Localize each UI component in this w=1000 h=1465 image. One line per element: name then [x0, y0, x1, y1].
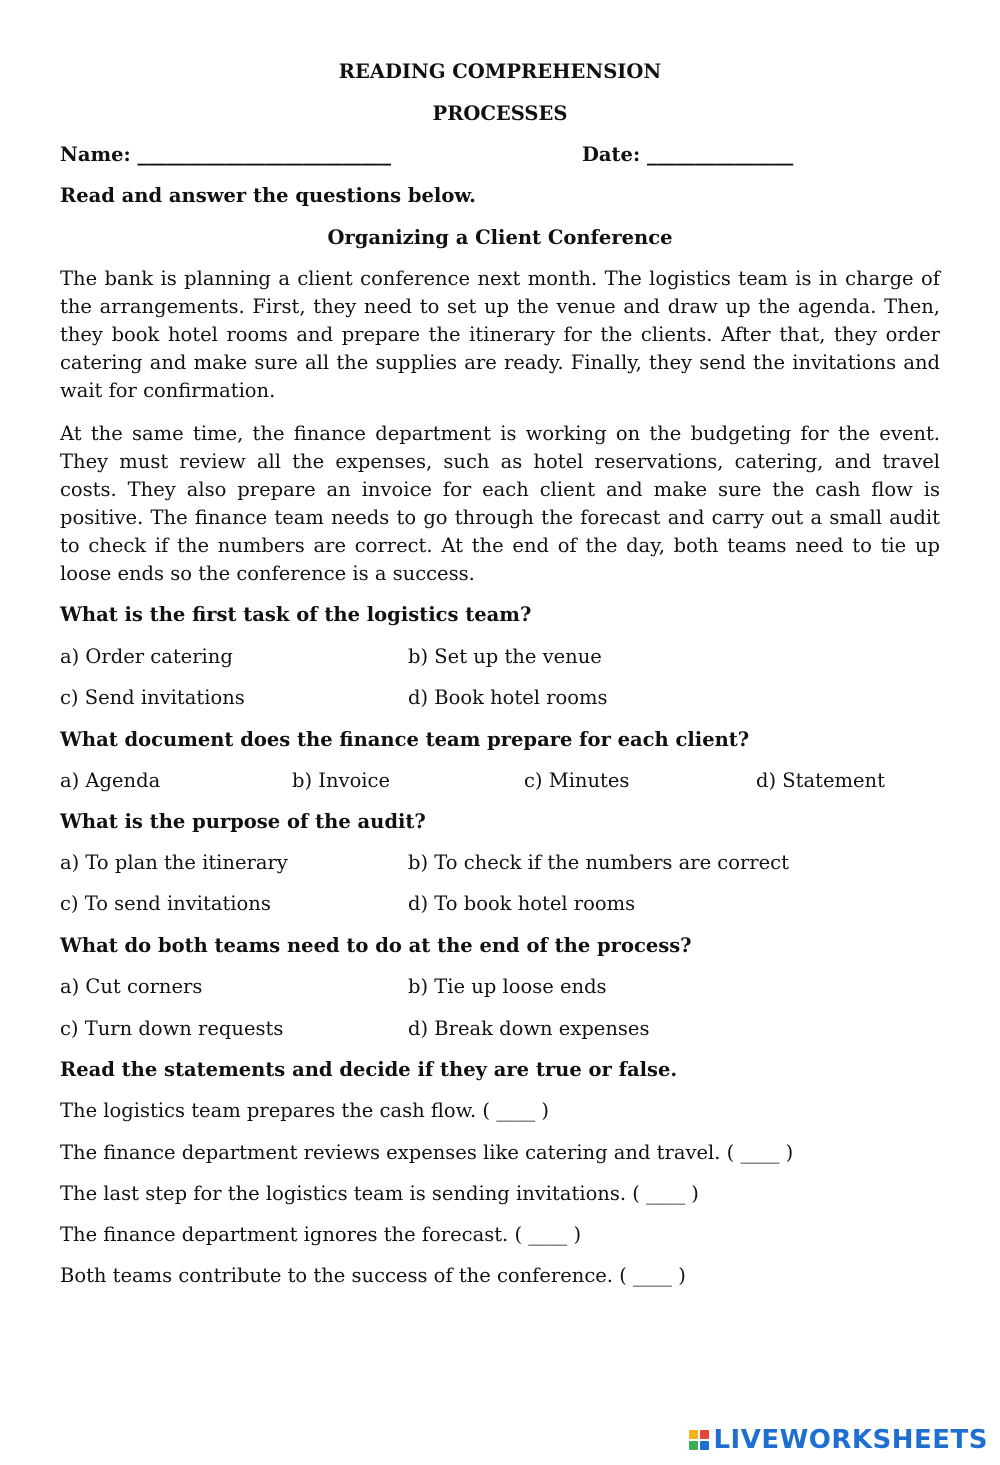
- reading-paragraph-2: At the same time, the finance department is working on the budgeting for the event. They must review all the expenses, such as hotel reservations, catering, and travel costs. They also prepare an invoice for each client and make sure the cash flow is positive. The finance team needs to go through the forecast and carry out a small audit to check if the numbers are correct. At the end of the day, both teams need to tie up loose ends so the conference is a success.: [60, 422, 940, 585]
- question-4-option-d[interactable]: d) Break down expenses: [408, 1017, 650, 1040]
- liveworksheets-logo: [689, 1426, 988, 1454]
- question-1-option-c[interactable]: c) Send invitations: [60, 686, 245, 709]
- question-4-option-c[interactable]: c) Turn down requests: [60, 1017, 284, 1040]
- question-4: What do both teams need to do at the end of the process?: [60, 934, 692, 957]
- question-1-option-b[interactable]: b) Set up the venue: [408, 645, 602, 668]
- true-false-statement-2[interactable]: The finance department reviews expenses like catering and travel. ( ____ ): [60, 1141, 794, 1164]
- true-false-statement-3[interactable]: The last step for the logistics team is sending invitations. ( ____ ): [60, 1182, 699, 1205]
- date-field[interactable]: _______________: [646, 143, 794, 166]
- question-2: What document does the finance team prepare for each client?: [60, 728, 750, 751]
- logo-square-red: [700, 1430, 709, 1439]
- question-1-option-a[interactable]: a) Order catering: [60, 645, 233, 668]
- true-false-statement-4[interactable]: The finance department ignores the forecast. ( ____ ): [60, 1223, 582, 1246]
- instructions: Read and answer the questions below.: [60, 184, 476, 207]
- question-1-option-d[interactable]: d) Book hotel rooms: [408, 686, 608, 709]
- true-false-instruction: Read the statements and decide if they are true or false.: [60, 1058, 678, 1081]
- date-group: [582, 141, 793, 169]
- logo-square-blue: [700, 1441, 709, 1450]
- question-2-option-c[interactable]: c) Minutes: [524, 769, 630, 792]
- name-date-row: [60, 141, 940, 169]
- true-false-statement-1[interactable]: The logistics team prepares the cash flow. ( ____ ): [60, 1099, 549, 1122]
- question-2-option-a[interactable]: a) Agenda: [60, 769, 161, 792]
- question-3: What is the purpose of the audit?: [60, 810, 426, 833]
- question-3-option-c[interactable]: c) To send invitations: [60, 892, 271, 915]
- logo-square-green: [689, 1441, 698, 1450]
- logo-square-yellow: [689, 1430, 698, 1439]
- question-3-option-d[interactable]: d) To book hotel rooms: [408, 892, 636, 915]
- date-label: Date:: [582, 143, 647, 166]
- name-label: Name:: [60, 143, 138, 166]
- question-2-option-d[interactable]: d) Statement: [756, 769, 885, 792]
- question-4-option-a[interactable]: a) Cut corners: [60, 975, 203, 998]
- reading-title: Organizing a Client Conference: [327, 226, 673, 249]
- worksheet-subtitle: PROCESSES: [432, 102, 568, 125]
- logo-mark-icon: [689, 1430, 709, 1450]
- question-3-option-b[interactable]: b) To check if the numbers are correct: [408, 851, 789, 874]
- question-2-option-b[interactable]: b) Invoice: [292, 769, 391, 792]
- name-field[interactable]: __________________________: [137, 143, 391, 166]
- true-false-statement-5[interactable]: Both teams contribute to the success of the conference. ( ____ ): [60, 1264, 686, 1287]
- question-1: What is the first task of the logistics team?: [60, 603, 532, 626]
- reading-paragraph-1: The bank is planning a client conference next month. The logistics team is in charge of the arrangements. First, they need to set up the venue and draw up the agenda. Then, they book hotel rooms and prepare the itinerary for the clients. After that, they order catering and make sure all the supplies are ready. Finally, they send the invitations and wait for confirmation.: [60, 267, 940, 402]
- worksheet-title: READING COMPREHENSION: [338, 60, 662, 83]
- question-4-option-b[interactable]: b) Tie up loose ends: [408, 975, 607, 998]
- question-3-option-a[interactable]: a) To plan the itinerary: [60, 851, 288, 874]
- logo-text: LIVEWORKSHEETS: [713, 1425, 988, 1455]
